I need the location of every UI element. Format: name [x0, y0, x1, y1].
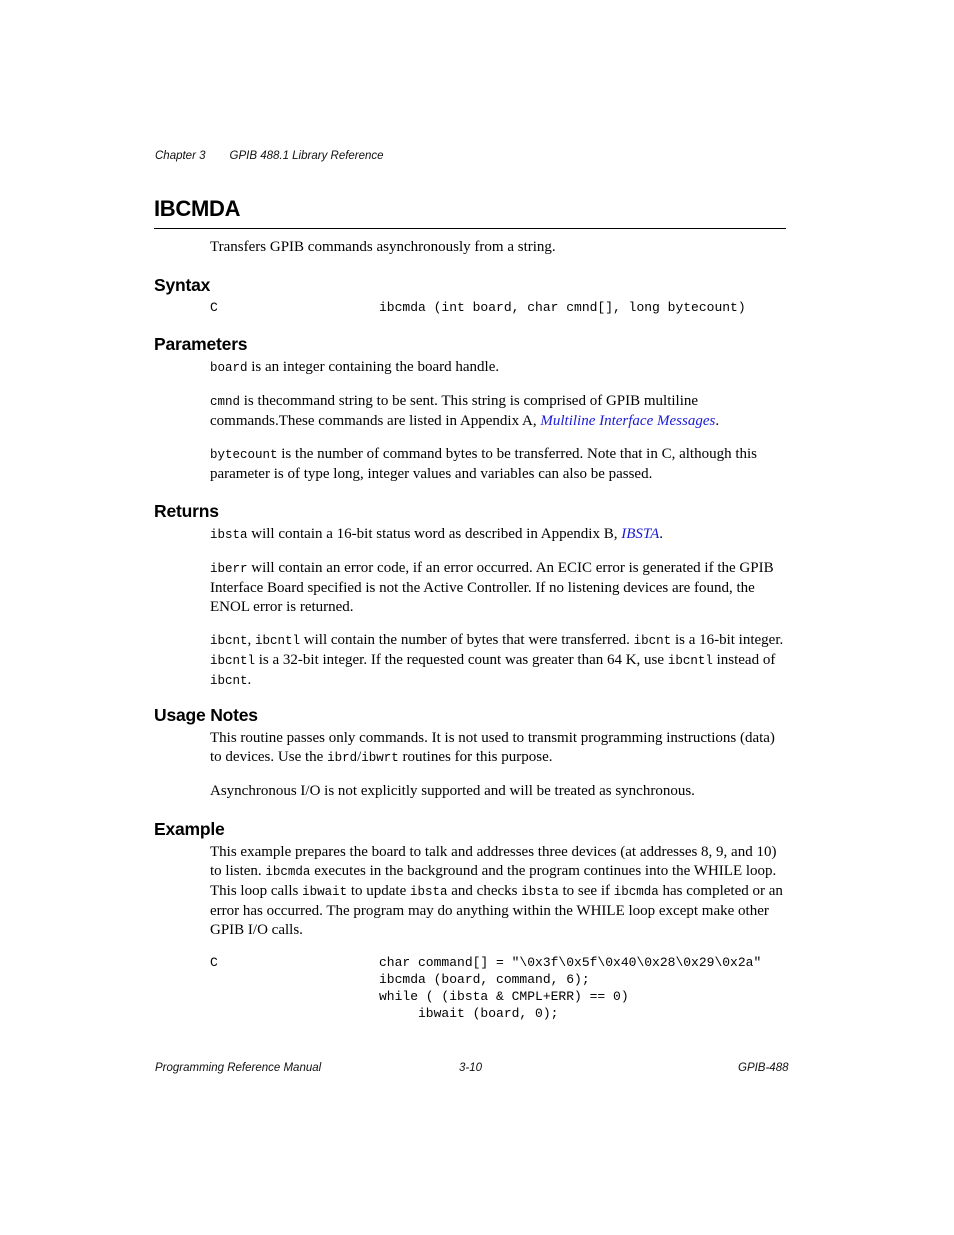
param-bytecount: bytecount is the number of command bytes to be transferred. Note that in C, although this parameter is of type long, integer values and variables can also be passed.	[210, 446, 757, 482]
running-header	[155, 150, 384, 162]
code-line: ibcmda (board, command, 6);	[379, 972, 590, 987]
usage-paragraph-1: This routine passes only commands. It is not used to transmit programming instructions (data) to devices. Use the ibrd/ibwrt routines for this purpose.	[210, 730, 775, 765]
example-paragraph: This example prepares the board to talk and addresses three devices (at addresses 8, 9, and 10) to listen. ibcmda executes in the background and the program continues into the WHILE loop. This loop calls ibwait to update ibsta and checks ibsta to see if ibcmda has completed or an error has occurred. The program may do anything within the WHILE loop except make other GPIB I/O calls.	[210, 844, 783, 938]
param-cmnd: cmnd is thecommand string to be sent. This string is comprised of GPIB multiline commands.These commands are listed in Appendix A, Multiline Interface Messages.	[210, 393, 720, 429]
code-line: char command[] = "\0x3f\0x5f\0x40\0x28\0x29\0x2a"	[379, 955, 762, 970]
section-label: GPIB 488.1 Library Reference	[229, 150, 384, 162]
usage-notes-heading: Usage Notes	[154, 705, 258, 725]
code-line: ibwait (board, 0);	[379, 1006, 559, 1021]
footer-manual-title: Programming Reference Manual	[155, 1062, 322, 1074]
parameters-heading: Parameters	[154, 334, 248, 354]
returns-ibsta: ibsta will contain a 16-bit status word as described in Appendix B, IBSTA.	[210, 526, 664, 542]
footer-page-number: 3-10	[459, 1062, 483, 1074]
returns-heading: Returns	[154, 501, 219, 521]
ibsta-link[interactable]: IBSTA	[621, 526, 660, 542]
footer-product: GPIB-488	[738, 1062, 789, 1074]
example-code-lang: C	[210, 955, 218, 970]
page-title: IBCMDA	[154, 196, 241, 221]
syntax-heading: Syntax	[154, 275, 211, 295]
syntax-lang: C	[210, 300, 218, 315]
title-rule	[154, 228, 786, 229]
multiline-messages-link[interactable]: Multiline Interface Messages	[540, 413, 716, 429]
intro-paragraph: Transfers GPIB commands asynchronously from a string.	[210, 239, 556, 255]
syntax-signature: ibcmda (int board, char cmnd[], long bytecount)	[379, 300, 746, 315]
chapter-label: Chapter 3	[155, 150, 206, 162]
usage-paragraph-2: Asynchronous I/O is not explicitly supported and will be treated as synchronous.	[210, 783, 695, 799]
param-cmnd-name: cmnd	[210, 395, 241, 409]
code-line: while ( (ibsta & CMPL+ERR) == 0)	[379, 989, 629, 1004]
param-bytecount-name: bytecount	[210, 448, 278, 462]
returns-iberr: iberr will contain an error code, if an error occurred. An ECIC error is generated if the GPIB Interface Board specified is not the Active Controller. If no listening devices are found, the ENOL error is returned.	[210, 560, 774, 615]
example-heading: Example	[154, 819, 225, 839]
returns-ibcnt: ibcnt, ibcntl will contain the number of bytes that were transferred. ibcnt is a 16-bit integer. ibcntl is a 32-bit integer. If the requested count was greater than 64 K, use ibcntl instead of ibcnt.	[210, 632, 784, 688]
param-board: board is an integer containing the board handle.	[210, 359, 500, 375]
param-board-name: board	[210, 361, 248, 375]
